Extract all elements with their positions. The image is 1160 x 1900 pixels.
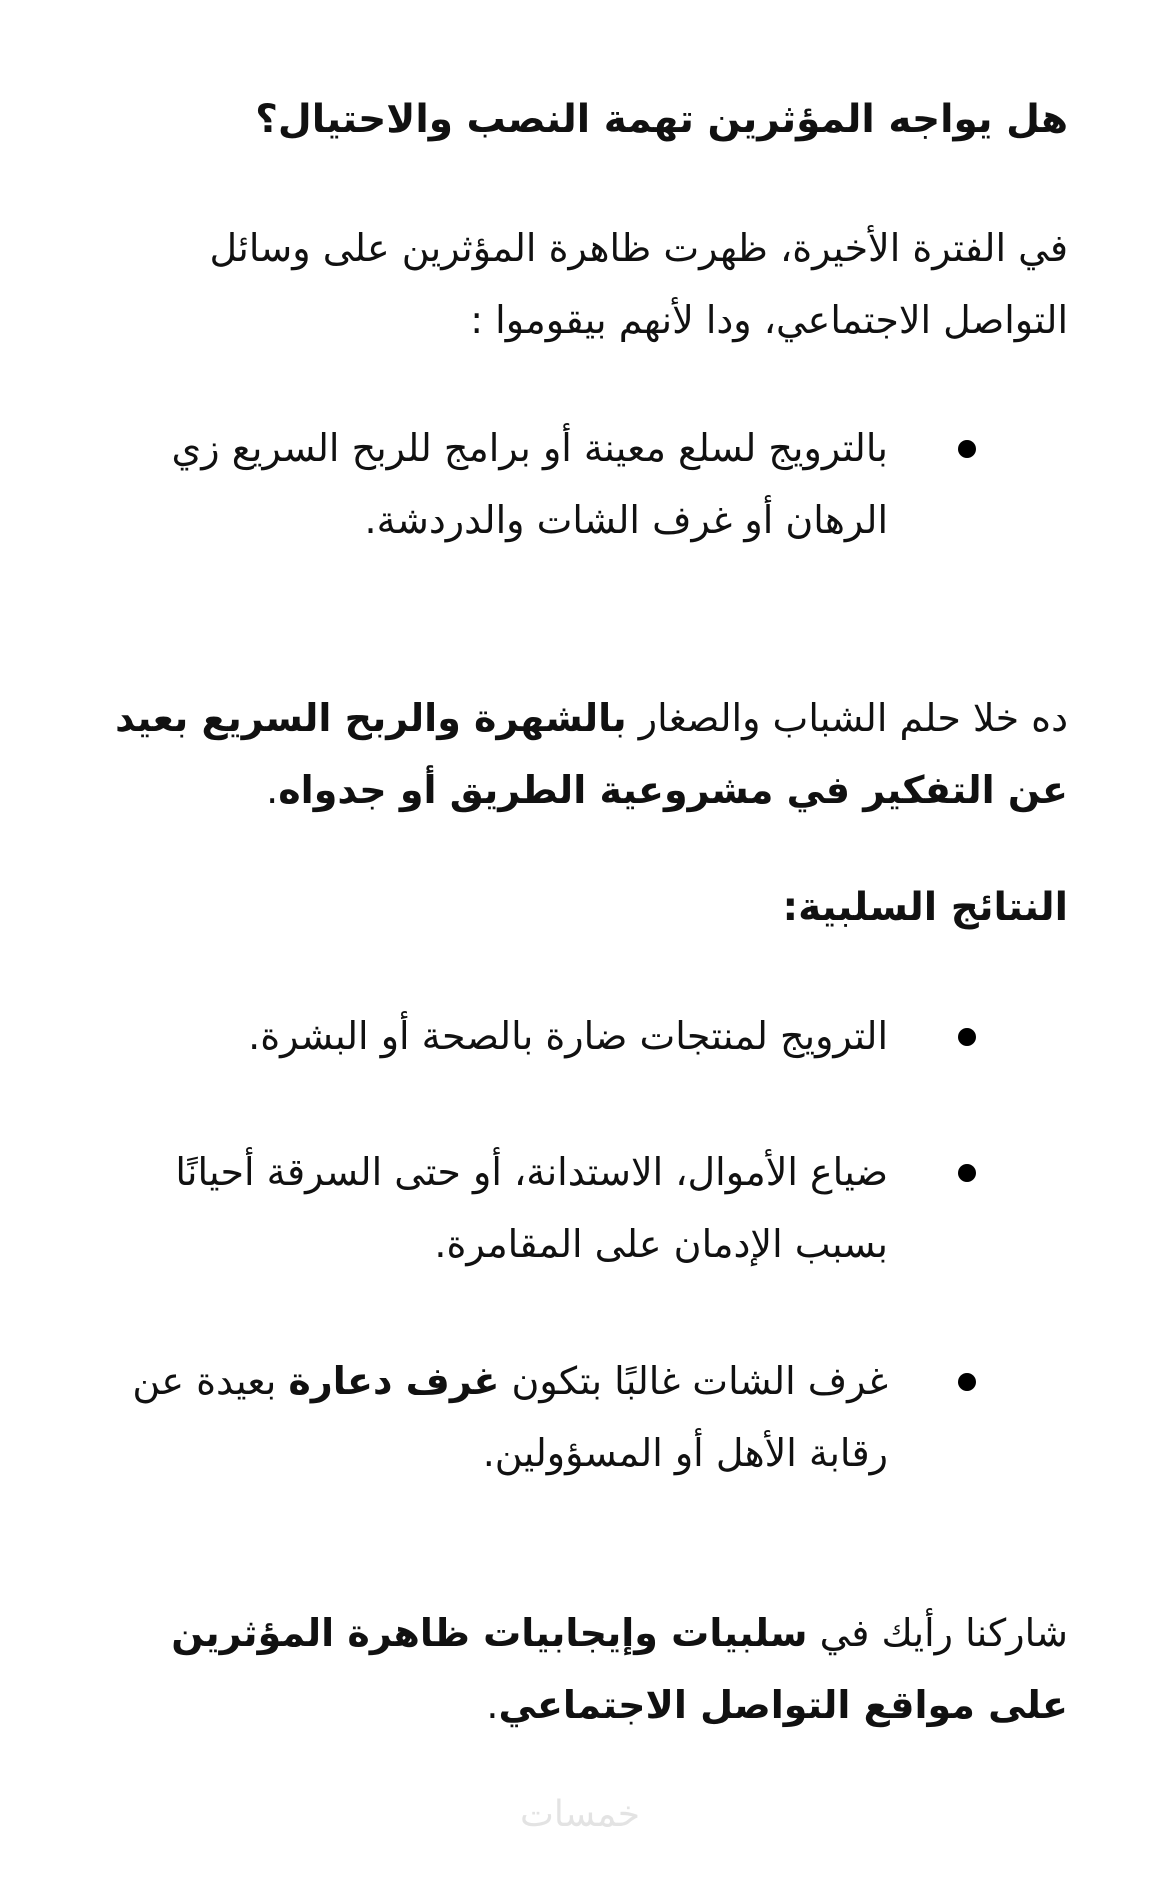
list-item-text-end: بعيدة عن رقابة الأهل أو المسؤولين. [132, 1359, 888, 1475]
list-item-text: الترويج لمنتجات ضارة بالصحة أو البشرة. [248, 1014, 888, 1058]
dream-end: . [266, 768, 279, 812]
list-item [110, 1345, 1068, 1489]
bullet-icon [958, 1164, 976, 1182]
share-end: . [486, 1683, 499, 1727]
dream-paragraph [110, 682, 1068, 826]
bullet-icon [958, 1373, 976, 1391]
dream-bold-text: بالشهرة والربح السريع بعيد عن التفكير في مشروعية الطريق أو جدواه [115, 696, 1068, 812]
share-paragraph [110, 1597, 1068, 1741]
list-item-bold-text: غرف دعارة [288, 1359, 500, 1403]
list-item [110, 412, 1068, 556]
intro-paragraph: في الفترة الأخيرة، ظهرت ظاهرة المؤثرين على وسائل التواصل الاجتماعي، ودا لأنهم بيقوموا : [209, 226, 1068, 342]
watermark-logo: خمسات [519, 1794, 641, 1835]
list-item [110, 1000, 1068, 1072]
page-title: هل يواجه المؤثرين تهمة النصب والاحتيال؟ [255, 97, 1068, 142]
share-text: شاركنا رأيك في [807, 1611, 1068, 1655]
negatives-heading: النتائج السلبية: [782, 885, 1068, 930]
list-item [110, 1136, 1068, 1280]
list-item-text: ضياع الأموال، الاستدانة، أو حتى السرقة أحيانًا بسبب الإدمان على المقامرة. [175, 1150, 888, 1266]
bullet-icon [958, 440, 976, 458]
list-item-text: بالترويج لسلع معينة أو برامج للربح السريع زي الرهان أو غرف الشات والدردشة. [171, 426, 888, 542]
share-bold-text: سلبيات وإيجابيات ظاهرة المؤثرين على مواقع التواصل الاجتماعي [171, 1611, 1068, 1727]
list-item-text: غرف الشات غالبًا بتكون [499, 1359, 888, 1403]
bullet-icon [958, 1028, 976, 1046]
dream-text: ده خلا حلم الشباب والصغار [626, 696, 1068, 740]
